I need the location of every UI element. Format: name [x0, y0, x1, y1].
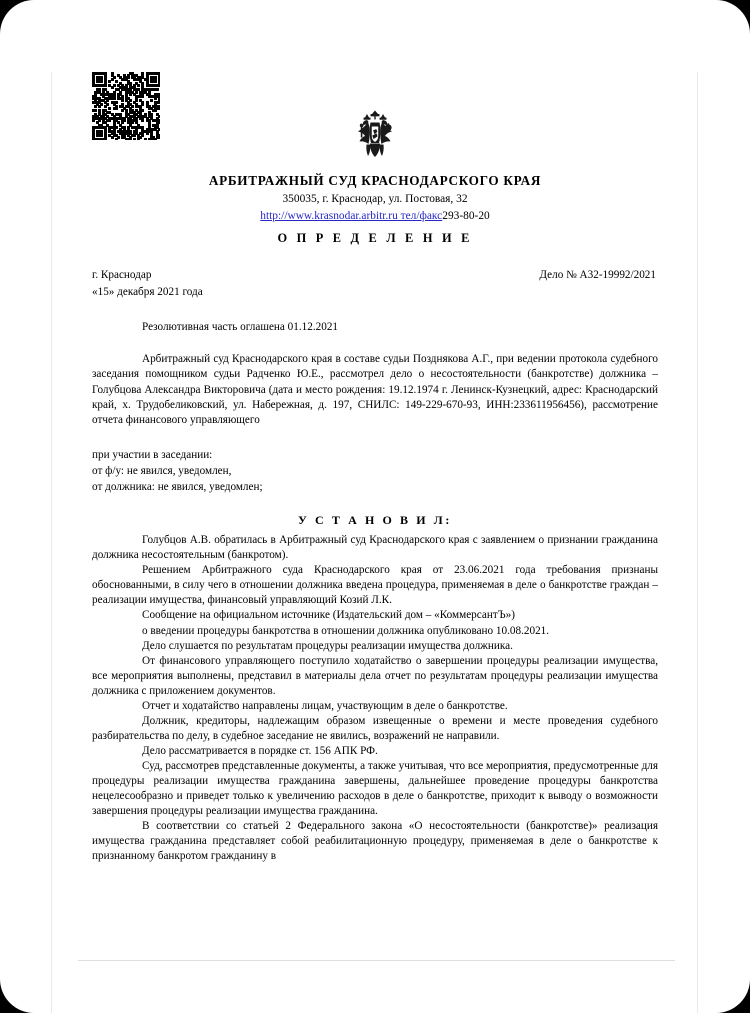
- document-body: [92, 64, 658, 865]
- reasoning-paragraph: От финансового управляющего поступило ходатайство о завершении процедуры реализации имущества, все мероприятия выполнены, представил в материалы дела отчет по результатам процедуры реализации имущества должника с приложением документов.: [92, 654, 658, 697]
- participant-line: от должника: не явился, уведомлен;: [92, 480, 263, 493]
- established-section-heading: У С Т А Н О В И Л:: [298, 513, 452, 528]
- right-margin-guide: [697, 72, 698, 1013]
- court-phone: 293-80-20: [442, 210, 490, 223]
- reasoning-paragraph: Дело рассматривается в порядке ст. 156 АПК РФ.: [142, 745, 378, 758]
- reasoning-paragraph: Сообщение на официальном источнике (Издательский дом – «КоммерсантЪ»): [142, 609, 515, 622]
- document-date: «15» декабря 2021 года: [92, 286, 203, 299]
- reasoning-paragraph: Суд, рассмотрев представленные документы, а также учитывая, что все мероприятия, предусмотренные для процедуры реализации имущества гражданина завершены, дальнейшее проведение процедуры банкротства нецелесообразно и приведет только к увеличению расходов в деле о банкротстве, приходит к выводу о возможности завершения процедуры реализации имущества гражданина.: [92, 760, 658, 818]
- reasoning-paragraph: Отчет и ходатайство направлены лицам, участвующим в деле о банкротстве.: [142, 699, 508, 712]
- court-name: АРБИТРАЖНЫЙ СУД КРАСНОДАРСКОГО КРАЯ: [208, 173, 542, 188]
- double-headed-eagle-icon: [352, 110, 398, 164]
- resolutive-part-note: Резолютивная часть оглашена 01.12.2021: [142, 320, 339, 333]
- coat-of-arms-emblem: [92, 64, 658, 168]
- left-margin-guide: [51, 72, 52, 1013]
- case-number: Дело № А32-19992/2021: [539, 269, 656, 282]
- court-contact-line: [92, 209, 658, 224]
- document-meta-row: [92, 268, 658, 299]
- bottom-margin-guide: [78, 960, 675, 961]
- reasoning-paragraph: Решением Арбитражного суда Краснодарского края от 23.06.2021 года требования признаны обоснованными, в силу чего в отношении должника введена процедура, применяемая в деле о банкротстве граждан – реализации имущества, финансовый управляющий Козий Л.К.: [92, 564, 658, 607]
- intro-section: [92, 352, 658, 427]
- reasoning-paragraph: о введении процедуры банкротства в отношении должника опубликовано 10.08.2021.: [142, 624, 550, 637]
- document-kind-title: О П Р Е Д Е Л Е Н И Е: [277, 231, 473, 246]
- reasoning-paragraph: Дело слушается по результатам процедуры реализации имущества должника.: [142, 639, 513, 652]
- participant-line: от ф/у: не явился, уведомлен,: [92, 464, 232, 477]
- court-website-link[interactable]: http://www.krasnodar.arbitr.ru тел/факс: [260, 210, 443, 223]
- reasoning-paragraph: В соответствии со статьей 2 Федерального закона «О несостоятельности (банкротстве)» реализация имущества гражданина представляет собой реабилитационную процедуру, применяемая в деле о банкротстве к признанному банкротом гражданину в: [92, 820, 658, 863]
- document-place-date: [92, 268, 203, 299]
- document-city: г. Краснодар: [92, 269, 152, 282]
- participants-section: [92, 448, 658, 496]
- participants-title: при участии в заседании:: [92, 448, 213, 461]
- reasoning-section: [92, 533, 658, 864]
- reasoning-paragraph: Голубцов А.В. обратилась в Арбитражный суд Краснодарского края с заявлением о признании гражданина должника несостоятельным (банкротом).: [92, 534, 658, 562]
- reasoning-paragraph: Должник, кредиторы, надлежащим образом извещенные о времени и месте проведения судебного разбирательства по делу, в судебное заседание не явились, возражений не направили.: [92, 714, 658, 742]
- court-address: 350035, г. Краснодар, ул. Постовая, 32: [282, 193, 468, 206]
- intro-paragraph: Арбитражный суд Краснодарского края в составе судьи Позднякова А.Г., при ведении протокола судебного заседания помощником судьи Радченко Ю.Е., рассмотрел дело о несостоятельности (банкротстве) должника – Голубцова Александра Викторовича (дата и место рождения: 19.12.1974 г. Ленинск-Кузнецкий, адрес: Краснодарский край, х. Трудобеликовский, ул. Набережная, д. 197, СНИЛС: 149-229-670-93, ИНН:233611956456), рассмотрение отчета финансового управляющего: [92, 353, 658, 426]
